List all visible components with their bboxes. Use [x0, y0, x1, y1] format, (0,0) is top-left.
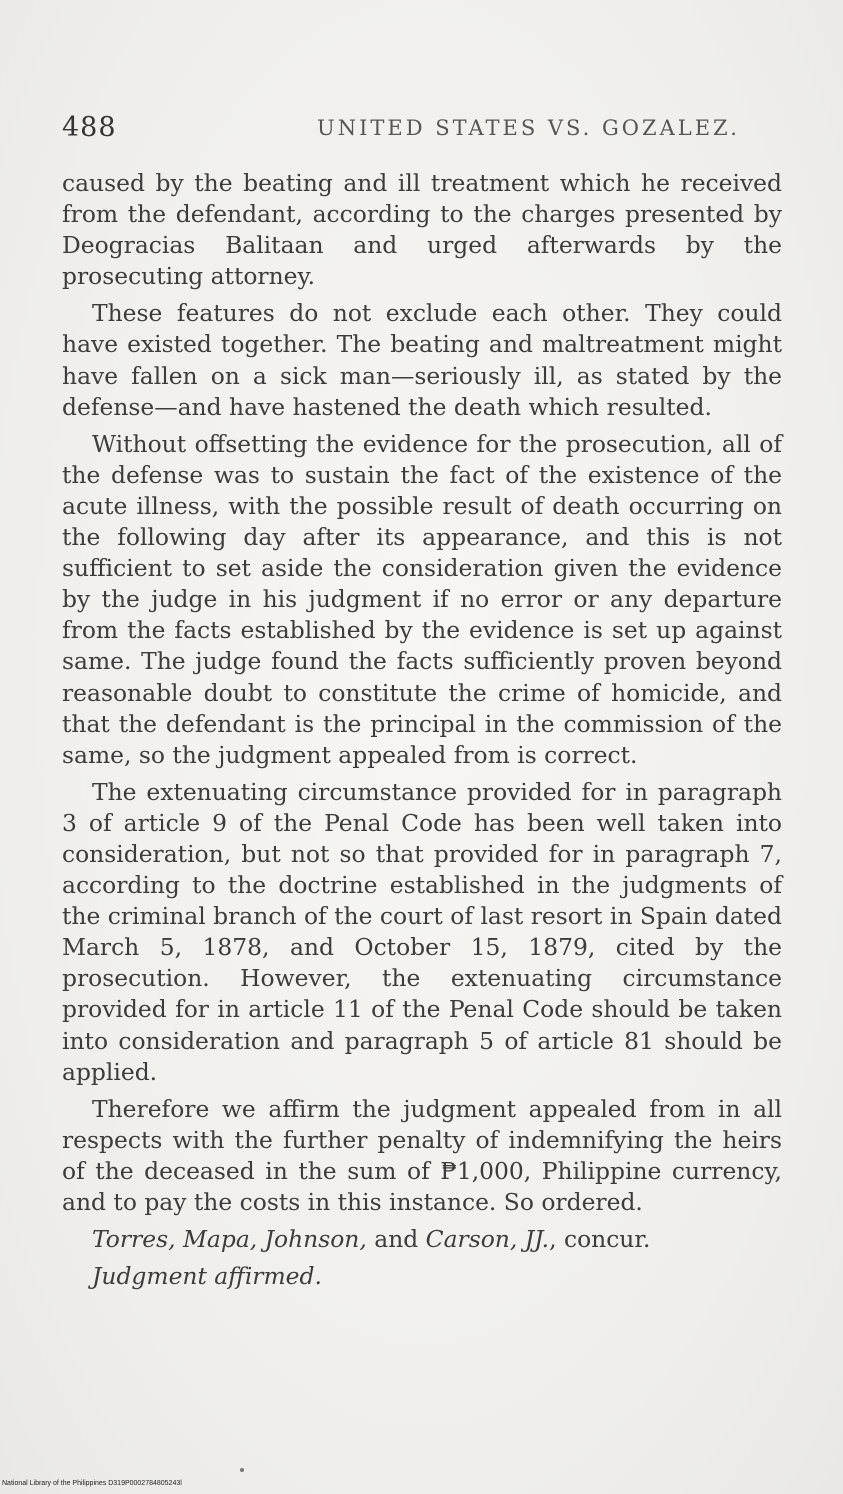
running-title: UNITED STATES VS. GOZALEZ. — [317, 116, 740, 140]
concurrence-line — [62, 1224, 782, 1255]
body-text — [62, 168, 782, 1298]
concurrence-verb: , concur. — [549, 1225, 651, 1254]
concurrence-and: and — [366, 1225, 426, 1254]
disposition — [62, 1261, 782, 1292]
concurring-justices: Torres, Mapa, Johnson, — [92, 1225, 367, 1254]
running-head — [62, 112, 782, 148]
scan-footer: National Library of the Philippines D319P0002784805243l — [2, 1480, 182, 1487]
paragraph-features: These features do not exclude each other. They could have existed together. The beating and maltreatment might have fallen on a sick man—seriously ill, as stated by the defense—and have hastened the death which resulted. — [62, 299, 782, 421]
paragraph-evidence: Without offsetting the evidence for the prosecution, all of the defense was to sustain the fact of the existence of the acute illness, with the possible result of death occurring on the following day after its appearance, and this is not sufficient to set aside the consideration given the evidence by the judge in his judgment if no error or any departure from the facts established by the evidence is set up against same. The judge found the facts sufficiently proven beyond reasonable doubt to constitute the crime of homicide, and that the defendant is the principal in the commission of the same, so the judgment appealed from is correct. — [62, 429, 782, 769]
paragraph-extenuating: The extenuating circumstance provided for in paragraph 3 of article 9 of the Penal Code has been well taken into consideration, but not so that provided for in paragraph 7, according to the doctrine established in the judgments of the criminal branch of the court of last resort in Spain dated March 5, 1878, and October 15, 1879, cited by the prosecution. However, the extenuating circumstance provided for in article 11 of the Penal Code should be taken into consideration and paragraph 5 of article 81 should be applied. — [62, 777, 782, 1086]
scan-speck — [240, 1468, 244, 1472]
concurring-last-justice: Carson, JJ. — [425, 1225, 550, 1254]
paragraph-continuation: caused by the beating and ill treatment which he received from the defendant, according to the charges presented by Deogracias Balitaan and urged afterwards by the prosecuting attorney. — [62, 169, 782, 291]
page-number: 488 — [62, 112, 117, 143]
disposition-text: Judgment affirmed. — [92, 1262, 322, 1291]
paragraph-ruling: Therefore we affirm the judgment appealed from in all respects with the further penalty of indemnifying the heirs of the deceased in the sum of ₱1,000, Philippine currency, and to pay the costs in this instance. So ordered. — [62, 1094, 782, 1216]
